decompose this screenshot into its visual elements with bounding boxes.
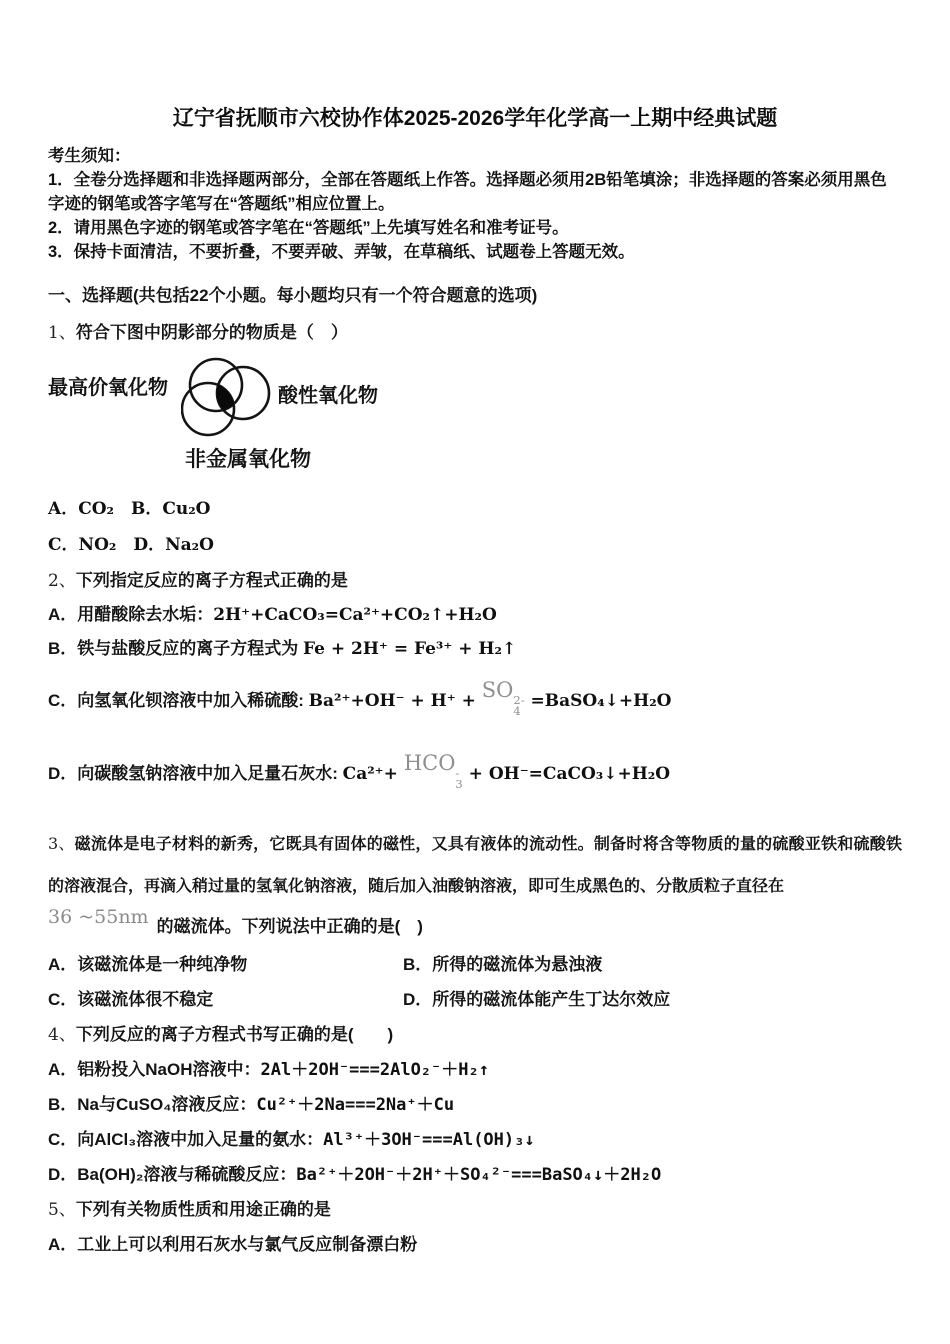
venn-label-bottom: 非金属氧化物 — [185, 448, 311, 471]
q2-option-d — [48, 751, 902, 799]
particle-size-range-formula: 36 ~55nm — [48, 906, 149, 928]
q3-stem-text-2: 的磁流体。下列说法中正确的是( ) — [156, 917, 423, 936]
notice-item-1: 1．全卷分选择题和非选择题两部分，全部在答题纸上作答。选择题必须用2B铅笔填涂；非选择题的答案必须用黑色字迹的钢笔或答字笔写在“答题纸”相应位置上。 — [48, 171, 887, 213]
q2-stem-text: 下列指定反应的离子方程式正确的是 — [75, 571, 348, 590]
q3-options-row-1 — [48, 953, 902, 977]
q3-stem-continued — [48, 906, 902, 939]
q3-stem-text: 磁流体是电子材料的新秀，它既具有固体的磁性，又具有液体的流动性。制备时将含等物质的量的硫酸亚铁和硫酸铁的溶液混合，再滴入稍过量的氢氧化钠溶液，随后加入油酸钠溶液，即可生成黑色的、分散质粒子直径在 — [48, 836, 902, 895]
q5-number: 5、 — [48, 1200, 76, 1220]
notice-item-3: 3．保持卡面清洁，不要折叠，不要弄破、弄皱，在草稿纸、试题卷上答题无效。 — [48, 243, 635, 261]
section-heading: 一、选择题(共包括22个小题。每小题均只有一个符合题意的选项) — [48, 286, 538, 305]
q4-option-c — [48, 1128, 902, 1152]
venn-label-left: 最高价氧化物 — [48, 377, 168, 399]
venn-circles-svg — [181, 355, 281, 441]
q2-number: 2、 — [48, 571, 76, 591]
q4-option-d-text: D．Ba(OH)₂溶液与稀硫酸反应： — [48, 1165, 297, 1184]
q1-options-row-2: C．NO₂ D．Na₂O — [48, 535, 214, 555]
q2-option-a-equation: 2H⁺+CaCO₃=Ca²⁺+CO₂↑+H₂O — [213, 605, 497, 625]
q4-option-a — [48, 1058, 902, 1082]
q2-option-c-equation-left: Ba²⁺+OH⁻ + H⁺ + — [308, 691, 482, 711]
q3-option-d: D．所得的磁流体能产生丁达尔效应 — [403, 990, 671, 1009]
q2-option-a — [48, 603, 902, 627]
q2-option-c-text: C．向氢氧化钡溶液中加入稀硫酸: — [48, 691, 309, 710]
q5-option-a: A．工业上可以利用石灰水与氯气反应制备漂白粉 — [48, 1235, 418, 1254]
q1-number: 1、 — [48, 323, 76, 343]
q2-option-b-equation: Fe + 2H⁺ = Fe³⁺ + H₂↑ — [303, 639, 517, 659]
q4-stem — [48, 1023, 902, 1047]
bicarbonate-ion-formula — [403, 751, 463, 791]
q3-option-c: C．该磁流体很不稳定 — [48, 990, 214, 1009]
venn-diagram — [48, 355, 902, 483]
q2-option-d-equation-right: + OH⁻=CaCO₃↓+H₂O — [462, 764, 671, 784]
q2-option-d-text: D．向碳酸氢钠溶液中加入足量石灰水: — [48, 764, 343, 783]
venn-label-right: 酸性氧化物 — [278, 385, 378, 407]
q4-option-c-text: C．向AlCl₃溶液中加入足量的氨水： — [48, 1130, 324, 1149]
q4-option-b-equation: Cu²⁺＋2Na===2Na⁺＋Cu — [256, 1095, 455, 1115]
q2-option-b-text: B．铁与盐酸反应的离子方程式为 — [48, 639, 303, 658]
q2-option-c — [48, 678, 902, 726]
q4-stem-text: 下列反应的离子方程式书写正确的是( ) — [75, 1025, 394, 1044]
q1-options-row-1: A．CO₂ B．Cu₂O — [48, 499, 211, 519]
sulfate-base: SO — [481, 678, 514, 702]
q1-stem-text: 符合下图中阴影部分的物质是（ ） — [75, 323, 348, 342]
sulfate-superscript: 2- — [513, 693, 525, 707]
q4-option-d — [48, 1163, 902, 1187]
notice-heading: 考生须知： — [48, 147, 131, 165]
sulfate-ion-formula — [481, 678, 525, 718]
q4-number: 4、 — [48, 1025, 76, 1045]
q2-option-d-equation-left: Ca²⁺+ — [342, 764, 404, 784]
q4-option-b — [48, 1093, 902, 1117]
q4-option-a-text: A．铝粉投入NaOH溶液中： — [48, 1060, 261, 1079]
notice-block — [48, 144, 902, 264]
bicarbonate-base: HCO — [403, 751, 456, 775]
exam-title: 辽宁省抚顺市六校协作体2025-2026学年化学高一上期中经典试题 — [172, 107, 778, 130]
bicarbonate-superscript: - — [455, 766, 460, 780]
q4-option-a-equation: 2Al＋2OH⁻===2AlO₂⁻＋H₂↑ — [260, 1060, 489, 1080]
q5-stem — [48, 1198, 902, 1222]
q5-stem-text: 下列有关物质性质和用途正确的是 — [75, 1200, 331, 1219]
q4-option-c-equation: Al³⁺＋3OH⁻===Al(OH)₃↓ — [323, 1130, 535, 1150]
q2-option-b — [48, 637, 902, 661]
q3-options-row-2 — [48, 988, 902, 1012]
q1-stem — [48, 321, 902, 345]
q2-option-a-text: A．用醋酸除去水垢： — [48, 605, 214, 624]
q3-option-b: B．所得的磁流体为悬浊液 — [403, 955, 603, 974]
q2-stem — [48, 569, 902, 593]
q4-option-d-equation: Ba²⁺＋2OH⁻＋2H⁺＋SO₄²⁻===BaSO₄↓＋2H₂O — [296, 1165, 662, 1185]
sulfate-subscript: 4 — [513, 704, 521, 718]
notice-item-2: 2．请用黑色字迹的钢笔或答字笔在“答题纸”上先填写姓名和准考证号。 — [48, 219, 569, 237]
bicarbonate-subscript: 3 — [455, 777, 463, 791]
q2-option-c-equation-right: =BaSO₄↓+H₂O — [524, 691, 672, 711]
q3-number: 3、 — [48, 834, 75, 853]
q4-option-b-text: B．Na与CuSO₄溶液反应： — [48, 1095, 257, 1114]
q3-stem — [48, 823, 902, 908]
q3-option-a: A．该磁流体是一种纯净物 — [48, 955, 248, 974]
